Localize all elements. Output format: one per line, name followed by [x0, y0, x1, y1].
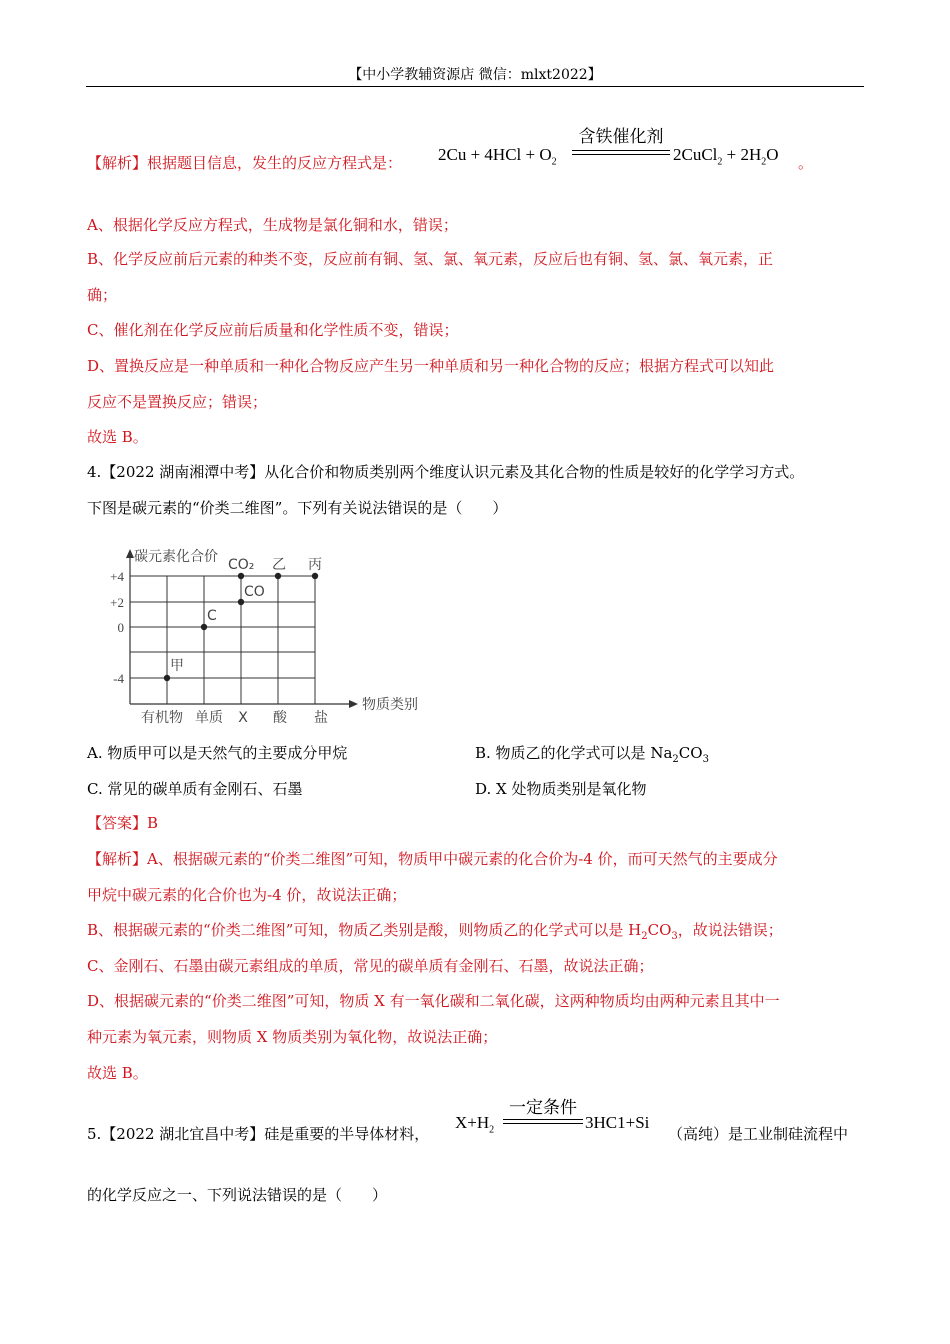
- q5-stem-lead: 5.【2022 湖北宜昌中考】硅是重要的半导体材料，: [87, 1125, 430, 1143]
- diagram-grid: [130, 576, 315, 704]
- q5-stem-tail: （高纯）是工业制硅流程中: [668, 1125, 849, 1143]
- q3-equation-end: 。: [798, 154, 814, 172]
- x-category-label: X: [238, 710, 248, 725]
- q3-analysis-intro: 【解析】根据题目信息，发生的反应方程式是：: [87, 154, 403, 172]
- y-axis-label: 碳元素化合价: [134, 549, 218, 565]
- y-axis-arrow-icon: [126, 549, 134, 558]
- x-category-label: 有机物: [141, 710, 183, 725]
- q4-option-b: B. 物质乙的化学式可以是 $Na_2CO_3$: [475, 744, 709, 765]
- q4-option-d: D. X 处物质类别是氧化物: [475, 780, 647, 798]
- point-label: 丙: [308, 557, 322, 573]
- q3-analysis-b-line1: B、化学反应前后元素的种类不变，反应前有铜、氢、氯、氧元素，反应后也有铜、氢、氯、氧元素，正: [87, 250, 774, 268]
- q4-conclusion: 故选 B。: [87, 1064, 148, 1082]
- q4-analysis-a-line2: 甲烷中碳元素的化合价也为-4 价，故说法正确；: [87, 886, 407, 904]
- q4-analysis-d-line1: D、根据碳元素的“价类二维图”可知，物质 X 有一氧化碳和二氧化碳，这两种物质均由两种元素且其中一: [87, 992, 780, 1010]
- y-tick-label: 0: [117, 620, 124, 635]
- q4-stem-line2: 下图是碳元素的“价类二维图”。下列有关说法错误的是（ ）: [87, 499, 508, 517]
- q5-equation-right: 3HC1+Si: [585, 1113, 650, 1132]
- page-header: 【中小学教辅资源店 微信：mlxt2022】: [348, 67, 602, 83]
- point-label: CO: [244, 584, 265, 600]
- point-label: 乙: [272, 557, 286, 573]
- x-category-label: 酸: [273, 710, 287, 725]
- q3-analysis-d-line1: D、置换反应是一种单质和一种化合物反应产生另一种单质和另一种化合物的反应；根据方程式可以知此: [87, 357, 775, 375]
- header-divider: [86, 86, 864, 87]
- q4-answer: 【答案】B: [87, 814, 159, 832]
- q3-equation-right: 2CuCl$_2$ + $2H_2O$: [673, 145, 779, 168]
- q3-analysis-b-line2: 确；: [87, 286, 118, 304]
- q3-analysis-d-line2: 反应不是置换反应；错误；: [87, 393, 268, 411]
- x-category-label: 单质: [195, 710, 223, 725]
- q3-analysis-a: A、根据化学反应方程式，生成物是氯化铜和水，错误；: [87, 216, 458, 234]
- q3-analysis-c: C、催化剂在化学反应前后质量和化学性质不变，错误；: [87, 321, 459, 339]
- point-bing: [312, 573, 318, 579]
- q5-equation-left: $X+H_2$: [455, 1113, 495, 1136]
- q4-stem-line1: 4.【2022 湖南湘潭中考】从化合价和物质类别两个维度认识元素及其化合物的性质是较好的化学学习方式。: [87, 463, 805, 481]
- q3-equation-left: $2Cu + 4HCl + O_2$: [438, 145, 557, 168]
- point-label: 甲: [170, 658, 184, 674]
- q5-equation-arrow: [503, 1119, 583, 1124]
- x-axis-label: 物质类别: [362, 697, 418, 713]
- q5-stem-line2: 的化学反应之一、下列说法错误的是（ ）: [87, 1186, 388, 1204]
- x-category-label: 盐: [314, 710, 328, 725]
- q4-analysis-d-line2: 种元素为氧元素，则物质 X 物质类别为氧化物，故说法正确；: [87, 1028, 498, 1046]
- point-jia: [164, 675, 170, 681]
- x-axis-arrow-icon: [349, 700, 358, 708]
- point-yi: [275, 573, 281, 579]
- q4-analysis-b: B、根据碳元素的“价类二维图”可知，物质乙类别是酸，则物质乙的化学式可以是 $H_2CO_3$，故说法错误；: [87, 921, 783, 942]
- q4-option-c: C. 常见的碳单质有金刚石、石墨: [87, 780, 303, 798]
- q5-equation-condition: 一定条件: [509, 1098, 577, 1118]
- q3-equation-condition: 含铁催化剂: [578, 127, 664, 147]
- point-c: [201, 624, 207, 630]
- y-tick-label: -4: [113, 671, 124, 686]
- point-label: CO₂: [228, 557, 255, 573]
- valence-class-diagram: [100, 545, 445, 725]
- q4-analysis-c: C、金刚石、石墨由碳元素组成的单质，常见的碳单质有金刚石、石墨，故说法正确；: [87, 957, 654, 975]
- q4-analysis-a-line1: 【解析】A、根据碳元素的“价类二维图”可知，物质甲中碳元素的化合价为-4 价，而可天然气的主要成分: [87, 850, 778, 868]
- point-label: C: [207, 608, 217, 624]
- point-co2: [238, 573, 244, 579]
- q4-option-a: A. 物质甲可以是天然气的主要成分甲烷: [87, 744, 348, 762]
- y-tick-label: +4: [110, 569, 124, 584]
- q3-equation-arrow: [572, 150, 670, 155]
- q3-conclusion: 故选 B。: [87, 428, 148, 446]
- y-tick-label: +2: [110, 595, 124, 610]
